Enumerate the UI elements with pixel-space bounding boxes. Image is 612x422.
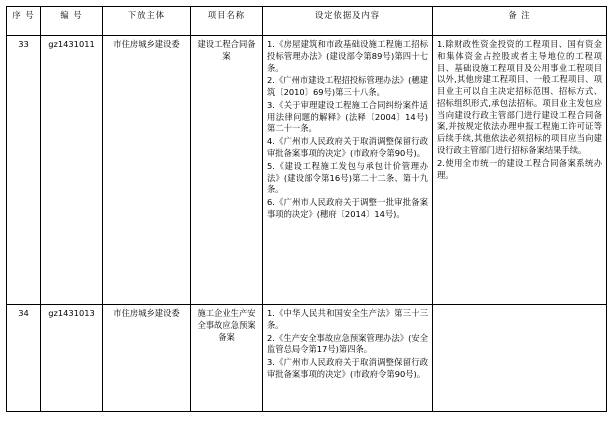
table-body [7,36,607,412]
basis-list [267,308,428,381]
table-header [7,7,607,36]
cell-project-name: 施工企业生产安全事故应急预案备案 [191,305,263,412]
cell-code: gz1431011 [41,36,103,305]
cell-code: gz1431013 [41,305,103,412]
basis-item: 3.《关于审理建设工程施工合同纠纷案件适用法律问题的解释》(法释〔2004〕14号)第二十一条。 [267,99,428,134]
cell-subject: 市住房城乡建设委 [103,305,191,412]
administrative-items-table [6,6,607,412]
cell-basis [263,36,433,305]
basis-item: 2.《生产安全事故应急预案管理办法》(安全监管总局令第17号)第四条。 [267,332,428,355]
note-item: 1.除财政性资金投资的工程项目、国有资金和集体资金占控股或者主导地位的工程项目、基础设施工程项目及公用事业工程项目以外,其他房建工程项目、一般工程项目、项目业主可以自主决定招标范围、招标方式、招标组织形式,承包法招标。项目业主发包应当向建设行政主管部门进行建设工程合同备案,并按规定依法办理申报工程施工许可证等后续手续,其他依法必须招标的项目应当向建设行政主管部门进行招标备案结果手续。 [437,39,602,156]
column-header-basis: 设定依据及内容 [263,7,433,36]
column-header-note: 备 注 [433,7,607,36]
cell-basis [263,305,433,412]
basis-item: 6.《广州市人民政府关于调整一批审批备案事项的决定》(穗府〔2014〕14号)。 [267,197,428,219]
table-header-row [7,7,607,36]
basis-item: 4.《广州市人民政府关于取消调整保留行政审批备案事项的决定》(市政府令第90号)。 [267,136,428,159]
column-header-code: 编 号 [41,7,103,36]
cell-sequence: 33 [7,36,41,305]
column-header-project-name: 项目名称 [191,7,263,36]
basis-item: 1.《房屋建筑和市政基础设施工程施工招标投标管理办法》(建设部令第89号)第四十七条。 [267,39,428,73]
table-row [7,36,607,305]
cell-project-name: 建设工程合同备案 [191,36,263,305]
basis-item: 5.《建设工程施工发包与承包计价管理办法》(建设部令第16号)第二十二条、第十九条。 [267,160,428,195]
note-list [437,39,602,181]
note-item: 2.使用全市统一的建设工程合同备案系统办理。 [437,157,602,180]
cell-sequence: 34 [7,305,41,412]
table-row [7,305,607,412]
basis-list [267,39,428,221]
basis-item: 2.《广州市建设工程招投标管理办法》(穗建筑〔2010〕69号)第三十八条。 [267,75,428,98]
column-header-sequence: 序 号 [7,7,41,36]
column-header-subject: 下放主体 [103,7,191,36]
cell-note [433,36,607,305]
basis-item: 1.《中华人民共和国安全生产法》第三十三条。 [267,308,428,330]
cell-subject: 市住房城乡建设委 [103,36,191,305]
basis-item: 3.《广州市人民政府关于取消调整保留行政审批备案事项的决定》(市政府令第90号)。 [267,357,428,379]
cell-note [433,305,607,412]
